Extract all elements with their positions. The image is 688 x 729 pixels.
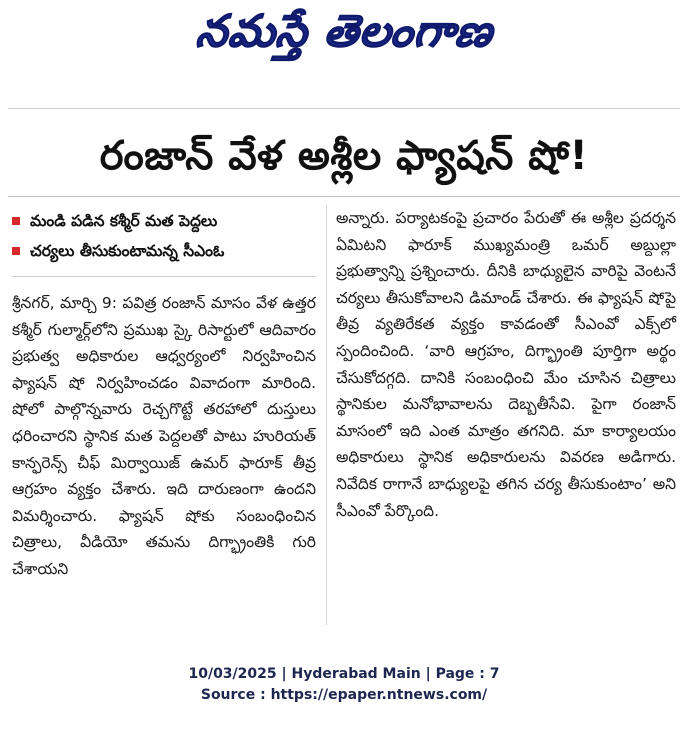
- headline-divider: [8, 196, 680, 197]
- subhead-item: [12, 206, 318, 236]
- subhead-text: చర్యలు తీసుకుంటామన్న సీఎంఓ: [30, 242, 225, 260]
- subhead-text: మండి పడిన కశ్మీర్ మత పెద్దలు: [30, 212, 218, 230]
- subhead-divider: [12, 276, 316, 277]
- article-column-left: [12, 290, 316, 583]
- masthead-divider: [8, 108, 680, 109]
- article-body-left: శ్రీనగర్, మార్చి 9: పవిత్ర రంజాన్ మాసం వేళ ఉత్తర కశ్మీర్ గుల్మార్గ్‌లోని ప్రముఖ స్కై రిసార్టులో ఆదివారం ప్రభుత్వ అధికారుల ఆధ్వర్యంలో నిర్వహించిన ఫ్యాషన్ షో నిర్వహించడం వివాదంగా మారింది. షోలో పాల్గొన్నవారు రెచ్చగొట్టే తరహాలో దుస్తులు ధరించారని స్థానిక మత పెద్దలతో పాటు హురియత్ కాన్ఫరెన్స్ చీఫ్ మిర్వాయిజ్ ఉమర్ ఫారూక్ తీవ్ర ఆగ్రహం వ్యక్తం చేశారు. ఇది దారుణంగా ఉందని విమర్శించారు. ఫ్యాషన్ షోకు సంబంధించిన చిత్రాలు, వీడియో తమను దిగ్భ్రాంతికి గురి చేశాయని: [12, 294, 316, 578]
- source-link[interactable]: Source : https://epaper.ntnews.com/: [200, 687, 488, 703]
- article-body-right: అన్నారు. పర్యాటకంపై ప్రచారం పేరుతో ఈ అశ్లీల ప్రదర్శన ఏమిటని ఫారూక్ ముఖ్యమంత్రి ఒమర్ అబ్దుల్లా ప్రభుత్వాన్ని ప్రశ్నించారు. దీనికి బాధ్యులైన వారిపై వెంటనే చర్యలు తీసుకోవాలని డిమాండ్ చేశారు. ఈ ఫ్యాషన్ షోపై తీవ్ర వ్యతిరేకత వ్యక్తం కావడంతో సీఎంవో ఎక్స్‌లో స్పందించింది. ‘వారి ఆగ్రహం, దిగ్భ్రాంతి పూర్తిగా అర్థం చేసుకోదగ్గది. దానికి సంబంధించి మేం చూసిన చిత్రాలు స్థానికుల మనోభావాలను దెబ్బతీసేవి. పైగా రంజాన్ మాసంలో ఇది ఎంత మాత్రం తగనిది. మా కార్యాలయం అధికారులు స్థానిక అధికారులను వివరణ అడిగారు. నివేదిక రాగానే బాధ్యులపై తగిన చర్య తీసుకుంటాం’ అని సీఎంవో పేర్కొంది.: [336, 209, 676, 520]
- red-square-bullet-icon: [12, 217, 20, 225]
- edition-info: 10/03/2025 | Hyderabad Main | Page : 7: [188, 666, 500, 682]
- newspaper-logo: నమస్తే తెలంగాణ: [193, 6, 496, 57]
- subhead-item: [12, 236, 318, 266]
- masthead: [0, 0, 688, 74]
- red-square-bullet-icon: [12, 247, 20, 255]
- clipping-footer: [0, 664, 688, 706]
- article-headline: రంజాన్ వేళ అశ్లీల ఫ్యాషన్ షో!: [99, 133, 589, 179]
- subheads-list: [12, 206, 318, 266]
- column-divider: [326, 205, 327, 625]
- article-column-right: [336, 205, 676, 524]
